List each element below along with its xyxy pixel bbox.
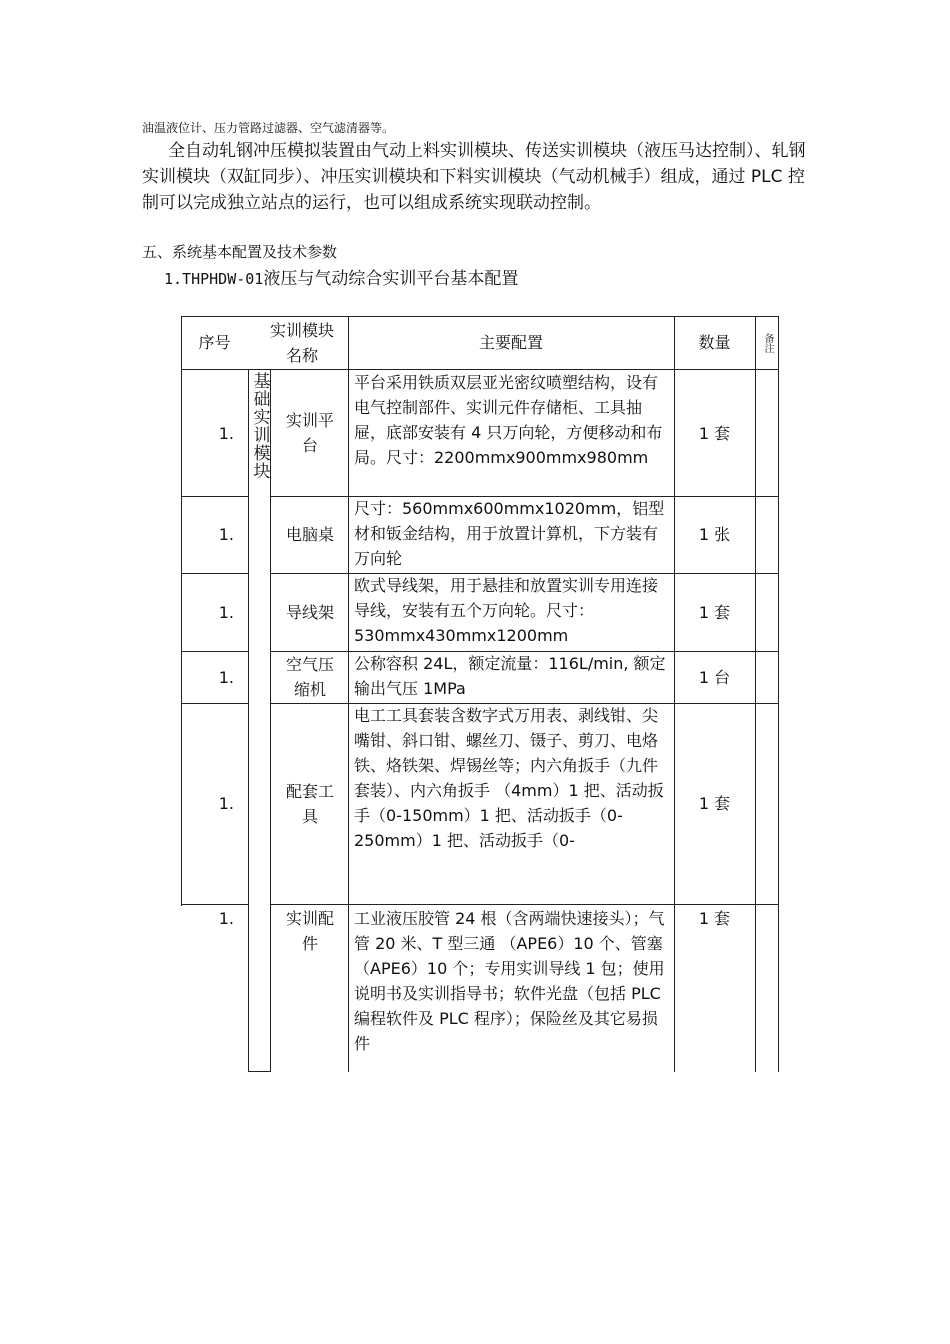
row2-qty: 1 张 [698, 525, 731, 544]
row6-name: 实训配件 [285, 909, 334, 953]
row3-qty: 1 套 [698, 602, 731, 622]
intro-small-line: 油温液位计、压力管路过滤器、空气滤清器等。 [142, 121, 395, 135]
grid-line-right [778, 316, 779, 1072]
config-table [181, 316, 779, 1072]
group-label-text: 基础实训模块 [249, 372, 270, 480]
header-no: 序号 [198, 333, 231, 352]
row4-name: 空气压缩机 [285, 655, 334, 699]
row5-config: 电工工具套装含数字式万用表、剥线钳、尖嘴钳、斜口钳、螺丝刀、镊子、剪刀、电烙铁、烙铁架、焊锡丝等；内六角扳手（九件套装）、内六角扳手 （4mm）1 把、活动扳手（0-150mm）1 把、活动扳手（0-250mm）1 把、活动扳手（0- [354, 706, 664, 850]
header-module: 实训模块名称 [269, 320, 334, 365]
grid-line-r5a [181, 904, 248, 905]
row1-no: 1. [218, 423, 234, 443]
group-label [248, 372, 270, 532]
row3-name: 导线架 [285, 602, 334, 622]
header-note [755, 316, 779, 369]
grid-line-r4b [270, 703, 779, 704]
row2-config: 尺寸：560mmx600mmx1020mm，铝型材和钣金结构，用于放置计算机，下方装有万向轮 [354, 499, 665, 568]
grid-line-r1a [181, 496, 248, 497]
grid-line-v-group-right [270, 370, 271, 1072]
row3-config: 欧式导线架，用于悬挂和放置实训专用连接导线，安装有五个万向轮。尺寸：530mmx430mmx1200mm [354, 576, 659, 645]
grid-line-v-config [348, 316, 349, 1072]
grid-line-r3a [181, 651, 248, 652]
grid-line-top [181, 316, 779, 317]
grid-line-v-qty [674, 316, 675, 1072]
section-heading: 五、系统基本配置及技术参数 [142, 243, 338, 261]
grid-line-r4a [181, 703, 248, 704]
sub-heading-code: 1.THPHDW-01 [164, 270, 264, 288]
header-note-text: 备注 [762, 332, 773, 353]
header-config: 主要配置 [478, 333, 543, 352]
row5-no: 1. [218, 794, 234, 813]
row1-config: 平台采用铁质双层亚光密纹喷塑结构，设有电气控制部件、实训元件存储柜、工具抽屉，底部安装有 4 只万向轮，方便移动和布局。尺寸：2200mmx900mmx980mm [354, 373, 663, 467]
intro-paragraph: 全自动轧钢冲压模拟装置由气动上料实训模块、传送实训模块（液压马达控制）、轧钢实训模块（双缸同步）、冲压实训模块和下料实训模块（气动机械手）组成，通过 PLC 控制可以完成独立站点的运行，也可以组成系统实现联动控制。 [142, 141, 806, 213]
row1-name: 实训平台 [285, 411, 334, 455]
grid-line-v-note [755, 316, 756, 1072]
grid-line-r3b [270, 651, 779, 652]
sub-heading-text: 液压与气动综合实训平台基本配置 [263, 269, 519, 289]
row6-config: 工业液压胶管 24 根（含两端快速接头）；气管 20 米、T 型三通 （APE6）10 个、管塞（APE6）10 个；专用实训导线 1 包；使用说明书及实训指导书；软件光盘（包括 PLC 编程软件及 PLC 程序）；保险丝及其它易损件 [354, 909, 665, 1053]
row2-name: 电脑桌 [285, 525, 334, 544]
row6-no: 1. [218, 909, 234, 928]
row4-qty: 1 台 [698, 667, 731, 687]
grid-line-v-group-left [248, 370, 249, 1072]
header-qty: 数量 [698, 333, 731, 352]
grid-line-r1b [270, 496, 779, 497]
grid-line-left [181, 316, 182, 906]
row1-qty: 1 套 [698, 423, 731, 443]
grid-line-bottom-group [248, 1071, 271, 1072]
grid-line-r5b [270, 904, 779, 905]
grid-line-r2b [270, 573, 779, 574]
row5-qty: 1 套 [698, 794, 731, 813]
row4-config: 公称容积 24L，额定流量：116L/min, 额定输出气压 1MPa [354, 654, 666, 698]
row6-qty: 1 套 [698, 909, 731, 928]
grid-line-r2a [181, 573, 248, 574]
sub-heading [164, 266, 518, 292]
row4-no: 1. [218, 667, 234, 687]
row5-name: 配套工具 [285, 781, 334, 826]
row2-no: 1. [218, 525, 234, 544]
row3-no: 1. [218, 602, 234, 622]
